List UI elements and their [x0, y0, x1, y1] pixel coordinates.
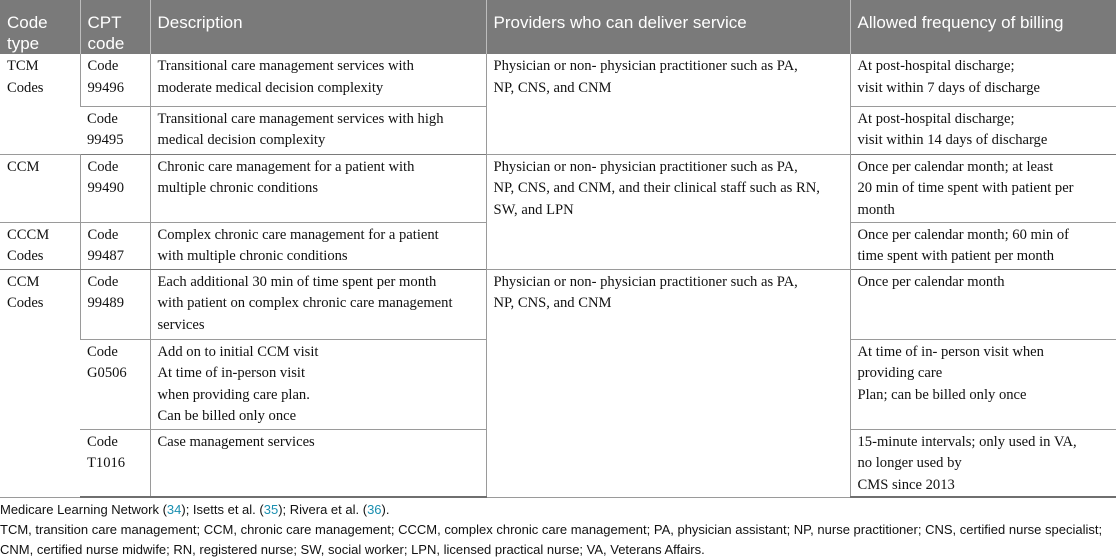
- cell-text-line: At post-hospital discharge;: [857, 110, 1015, 127]
- cell-text-line: Each additional 30 min of time spent per month: [157, 273, 437, 290]
- reference-link[interactable]: 36: [367, 502, 382, 517]
- cell-text-line: 99496: [87, 79, 124, 96]
- cell-text-line: Once per calendar month: [857, 273, 1005, 290]
- cell-text-line: Complex chronic care management for a patient: [157, 226, 439, 243]
- description-cell: [150, 222, 486, 269]
- cell-text-line: when providing care plan.: [157, 386, 310, 403]
- cell-text-line: TCM: [7, 58, 39, 74]
- cell-text-line: Code: [87, 343, 118, 360]
- description-cell: [150, 106, 486, 154]
- cell-text-line: Codes: [7, 248, 44, 264]
- cpt-code-cell: [80, 222, 150, 269]
- cell-text-line: with multiple chronic conditions: [157, 248, 348, 264]
- cell-text-line: Transitional care management services with high: [157, 110, 444, 127]
- header-code-type: [0, 0, 80, 54]
- cell-text-line: Code: [87, 433, 118, 450]
- table-footnotes: [0, 500, 1116, 560]
- cell-text-line: Code: [87, 226, 119, 243]
- cell-text-line: Physician or non- physician practitioner such as PA,: [493, 158, 798, 175]
- cell-text-line: Add on to initial CCM visit: [157, 343, 319, 360]
- cell-text-line: CPT: [87, 13, 122, 32]
- cell-text-line: Code: [7, 13, 48, 32]
- cell-text-line: Code: [87, 273, 119, 290]
- description-cell: [150, 154, 486, 222]
- header-row: [0, 0, 1116, 54]
- reference-link[interactable]: 34: [166, 502, 182, 517]
- cell-text-line: 99495: [87, 132, 124, 148]
- cell-text-line: services: [157, 316, 205, 333]
- cell-text-line: At time of in- person visit when: [857, 343, 1044, 360]
- cell-text-line: with patient on complex chronic care management: [157, 295, 453, 311]
- header-providers: [486, 0, 850, 54]
- cpt-code-cell: [80, 429, 150, 497]
- header-frequency: [850, 0, 1116, 54]
- cell-text-line: medical decision complexity: [157, 132, 326, 148]
- description-cell: [150, 54, 486, 106]
- cell-text-line: Physician or non- physician practitioner such as PA,: [493, 273, 798, 290]
- cell-text-line: moderate medical decision complexity: [157, 79, 384, 96]
- cell-text-line: Plan; can be billed only once: [857, 386, 1027, 403]
- cpt-code-cell: [80, 54, 150, 106]
- reference-link[interactable]: 35: [263, 502, 279, 517]
- cell-text-line: CMS since 2013: [857, 476, 955, 493]
- cell-text-line: NP, CNS, and CNM, and their clinical staff such as RN,: [493, 180, 820, 196]
- source-text: Medicare Learning Network (: [0, 502, 167, 517]
- cell-text-line: no longer used by: [857, 455, 962, 471]
- providers-cell: [486, 269, 850, 497]
- cell-text-line: Code: [87, 58, 119, 74]
- cell-text-line: Codes: [7, 79, 44, 96]
- frequency-cell: [850, 429, 1116, 497]
- cell-text-line: month: [857, 201, 895, 218]
- cpt-code-cell: [80, 106, 150, 154]
- cell-text-line: code: [87, 34, 125, 53]
- header-cpt-code: [80, 0, 150, 54]
- cell-text-line: G0506: [87, 365, 127, 381]
- cell-text-line: 99490: [87, 180, 124, 196]
- cell-text-line: Code: [87, 158, 119, 175]
- cell-text-line: Codes: [7, 295, 44, 311]
- table-row: [0, 154, 1116, 222]
- cell-text-line: At post-hospital discharge;: [857, 58, 1015, 74]
- code-type-cell: [0, 154, 80, 222]
- code-type-cell: [0, 54, 80, 154]
- frequency-cell: [850, 106, 1116, 154]
- cell-text-line: Code: [87, 110, 118, 127]
- cell-text-line: CCM: [7, 273, 40, 290]
- frequency-cell: [850, 54, 1116, 106]
- cell-text-line: visit within 7 days of discharge: [857, 79, 1041, 96]
- frequency-cell: [850, 222, 1116, 269]
- cell-text-line: Case management services: [157, 433, 315, 450]
- cell-text-line: NP, CNS, and CNM: [493, 79, 612, 96]
- cell-text-line: multiple chronic conditions: [157, 180, 319, 196]
- table-row: [0, 269, 1116, 339]
- cell-text-line: Once per calendar month; at least: [857, 158, 1054, 175]
- cell-text-line: 20 min of time spent with patient per: [857, 180, 1074, 196]
- table-row: [0, 54, 1116, 106]
- description-cell: [150, 429, 486, 497]
- cell-text-line: time spent with patient per month: [857, 248, 1055, 264]
- cell-text-line: Transitional care management services with: [157, 58, 414, 74]
- cell-text-line: Chronic care management for a patient with: [157, 158, 415, 175]
- cell-text-line: Providers who can deliver service: [493, 13, 747, 32]
- code-type-cell: [0, 269, 80, 497]
- providers-cell: [486, 154, 850, 269]
- cell-text-line: Physician or non- physician practitioner such as PA,: [493, 58, 798, 74]
- cell-text-line: 99487: [87, 248, 124, 264]
- cell-text-line: SW, and LPN: [493, 201, 574, 218]
- frequency-cell: [850, 269, 1116, 339]
- cell-text-line: T1016: [87, 455, 126, 471]
- description-cell: [150, 339, 486, 429]
- cell-text-line: Allowed frequency of billing: [857, 13, 1064, 32]
- cell-text-line: NP, CNS, and CNM: [493, 295, 612, 311]
- code-type-cell: [0, 222, 80, 269]
- cell-text-line: providing care: [857, 365, 943, 381]
- cell-text-line: type: [7, 34, 40, 53]
- source-text: ); Rivera et al. (: [278, 502, 368, 517]
- providers-cell: [486, 54, 850, 154]
- cell-text-line: Once per calendar month; 60 min of: [857, 226, 1070, 243]
- source-text: ).: [381, 502, 390, 517]
- cell-text-line: CCM: [7, 158, 40, 175]
- abbreviations-note: TCM, transition care management; CCM, chronic care management; CCCM, complex chronic care management; PA, physician assistant; NP, nurse practitioner; CNS, certified nurse specialist; CNM, certified nurse midwife; RN, registered nurse; SW, social worker; LPN, licensed practical nurse; VA, Veterans Affairs.: [0, 522, 1103, 557]
- cell-text-line: 15-minute intervals; only used in VA,: [857, 433, 1077, 450]
- cell-text-line: 99489: [87, 295, 124, 311]
- cell-text-line: CCCM: [7, 226, 50, 243]
- frequency-cell: [850, 339, 1116, 429]
- cell-text-line: Can be billed only once: [157, 408, 297, 424]
- cell-text-line: At time of in-person visit: [157, 365, 306, 381]
- description-cell: [150, 269, 486, 339]
- cell-text-line: visit within 14 days of discharge: [857, 132, 1048, 148]
- source-note: [0, 500, 1116, 520]
- cell-text-line: Description: [157, 13, 243, 32]
- cpt-code-cell: [80, 339, 150, 429]
- cpt-code-cell: [80, 269, 150, 339]
- cpt-code-cell: [80, 154, 150, 222]
- source-text: ); Isetts et al. (: [181, 502, 264, 517]
- header-description: [150, 0, 486, 54]
- frequency-cell: [850, 154, 1116, 222]
